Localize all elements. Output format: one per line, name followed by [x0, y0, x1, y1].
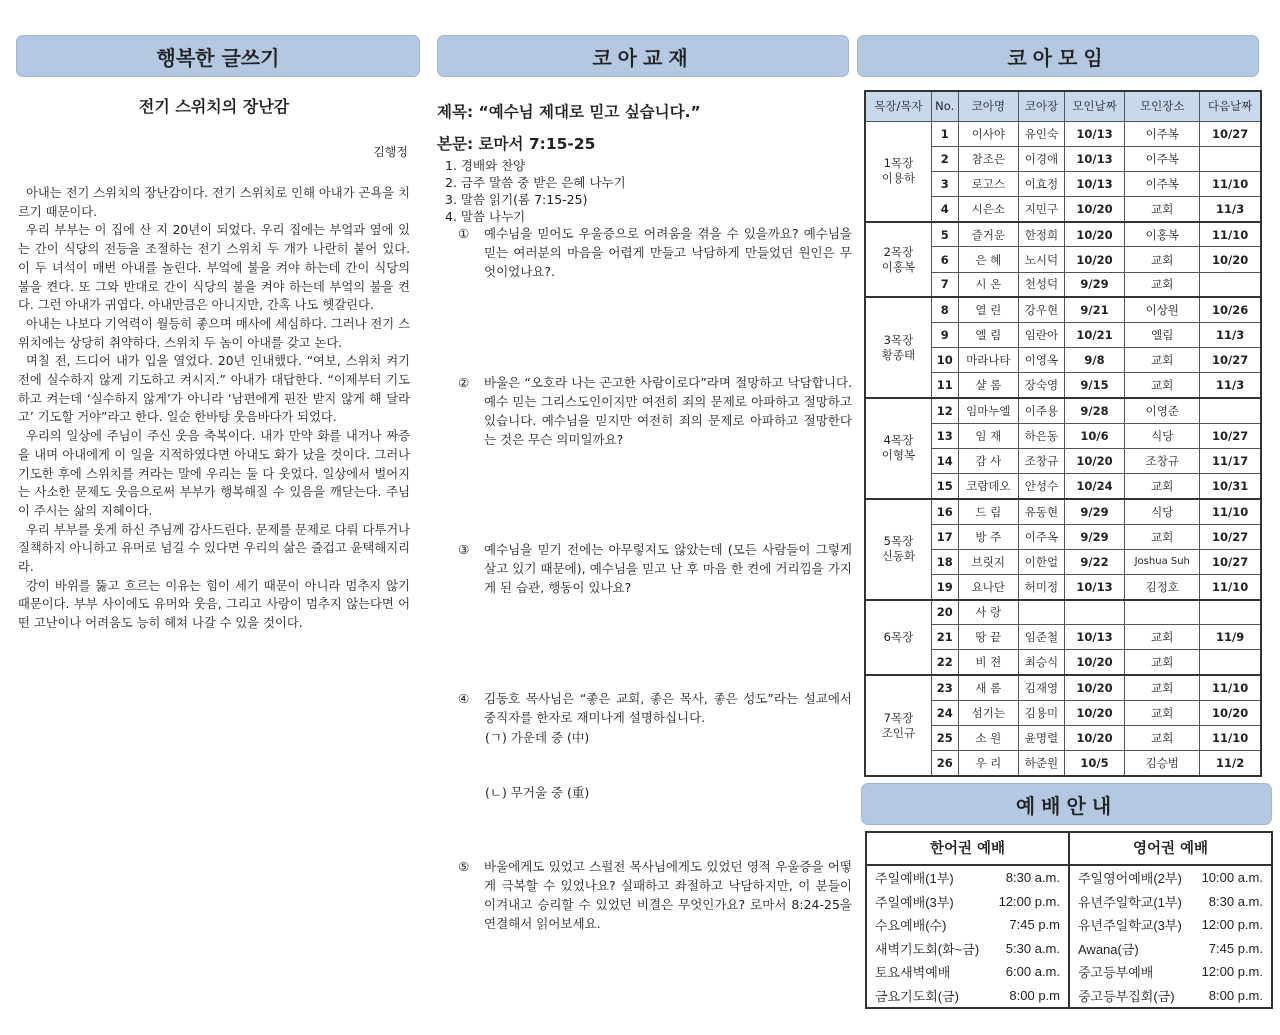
core-name: 임마누엘: [958, 398, 1019, 423]
row-number: 11: [931, 373, 958, 398]
meeting-date: 10/13: [1064, 625, 1125, 650]
next-date: 10/27: [1200, 549, 1261, 574]
service-name: 금요기도회(금): [875, 988, 960, 1004]
meeting-place: 이영준: [1125, 398, 1200, 423]
group-pastor: 신동화: [881, 549, 916, 564]
meeting-date: 9/29: [1064, 499, 1125, 524]
service-time: 8:00 p.m: [1009, 987, 1060, 1003]
lesson-step: 2. 금주 말씀 중 받은 은혜 나누기: [445, 175, 626, 190]
column-header: 코아장: [1019, 91, 1065, 121]
lesson-step: 4. 말씀 나누기: [445, 209, 526, 224]
core-name: 드 림: [958, 499, 1019, 524]
meeting-place: 이상원: [1125, 297, 1200, 322]
core-leader: 안성수: [1019, 474, 1065, 499]
question-text: 김동호 목사님은 “좋은 교회, 좋은 목사, 좋은 성도”라는 설교에서 중직자를 한자로 재미나게 설명하십니다.: [484, 691, 852, 725]
meeting-place: 교회: [1125, 524, 1200, 549]
core-leader: 김재영: [1019, 675, 1065, 700]
row-number: 8: [931, 297, 958, 322]
core-name: 마라나타: [958, 348, 1019, 373]
meeting-place: 교회: [1125, 650, 1200, 675]
hanja-sub-b: (ㄴ) 무거울 중 (重): [485, 785, 590, 800]
core-leader: 이경애: [1019, 146, 1065, 171]
row-number: 18: [931, 549, 958, 574]
core-leader: 장숙영: [1019, 373, 1065, 398]
service-name: 토요새벽예배: [875, 965, 951, 981]
table-row: [865, 675, 1261, 700]
lesson-title: 제목: “예수님 제대로 믿고 싶습니다.”: [437, 103, 701, 121]
question-number: ③: [458, 542, 470, 557]
table-row: [865, 600, 1261, 625]
essay-paragraph: 우리 부부를 웃게 하신 주님께 감사드린다. 문제를 문제로 다뤄 다투거나 질책하지 아니하고 유머로 넘길 수 있다면 우리의 삶은 즐겁고 윤택해지리라.: [18, 522, 410, 575]
meeting-date: 9/22: [1064, 549, 1125, 574]
core-name: 섬기는: [958, 700, 1019, 725]
lesson-steps: [437, 157, 852, 225]
meeting-date: 10/20: [1064, 650, 1125, 675]
meeting-place: 엘림: [1125, 323, 1200, 348]
group-name: 1목장: [883, 156, 914, 171]
group-name: 2목장: [883, 244, 914, 259]
core-name: 임 재: [958, 423, 1019, 448]
meeting-place: 교회: [1125, 247, 1200, 272]
core-name: 우 리: [958, 751, 1019, 776]
row-number: 15: [931, 474, 958, 499]
core-leader: 하은동: [1019, 423, 1065, 448]
service-row: [867, 890, 1068, 914]
essay-paragraph: 아내는 전기 스위치의 장난감이다. 전기 스위치로 인해 아내가 곤욕을 치르기 때문이다.: [18, 186, 410, 219]
core-leader: 임란아: [1019, 323, 1065, 348]
meeting-date: 10/20: [1064, 726, 1125, 751]
service-name: 주일영어예배(2부): [1078, 871, 1182, 887]
core-name: 시은소: [958, 197, 1019, 222]
next-date: [1200, 398, 1261, 423]
group-name: 4목장: [883, 433, 914, 448]
group-pastor: 이홍복: [881, 259, 916, 274]
service-row: [867, 866, 1068, 890]
next-date: 10/27: [1200, 423, 1261, 448]
core-leader: 이한얼: [1019, 549, 1065, 574]
meeting-date: [1064, 600, 1125, 625]
core-leader: 임준철: [1019, 625, 1065, 650]
question-number: ①: [458, 226, 470, 241]
meeting-place: 조창규: [1125, 448, 1200, 473]
question-1: [437, 224, 852, 281]
row-number: 12: [931, 398, 958, 423]
service-schedule: [865, 831, 1273, 1009]
service-name: 주일예배(3부): [875, 894, 954, 910]
meeting-date: 9/15: [1064, 373, 1125, 398]
meeting-place: 이주복: [1125, 121, 1200, 146]
table-row: [865, 499, 1261, 524]
row-number: 5: [931, 222, 958, 247]
meeting-date: 10/13: [1064, 121, 1125, 146]
row-number: 14: [931, 448, 958, 473]
next-date: 10/27: [1200, 524, 1261, 549]
meeting-place: 교회: [1125, 625, 1200, 650]
service-row: [1070, 913, 1271, 937]
groups-table: [864, 90, 1262, 777]
core-name: 로고스: [958, 171, 1019, 196]
service-time: 5:30 a.m.: [1005, 940, 1060, 956]
next-date: 11/10: [1200, 171, 1261, 196]
core-leader: 하준원: [1019, 751, 1065, 776]
column-header: 모인날짜: [1064, 91, 1125, 121]
service-time: 6:00 a.m.: [1005, 964, 1060, 980]
core-leader: 강우현: [1019, 297, 1065, 322]
meeting-date: 10/6: [1064, 423, 1125, 448]
service-time: 8:30 a.m.: [1208, 893, 1263, 909]
row-number: 17: [931, 524, 958, 549]
meeting-date: 10/20: [1064, 700, 1125, 725]
essay-section-banner: 행복한 글쓰기: [16, 35, 420, 77]
service-row: [1070, 960, 1271, 984]
next-date: 11/10: [1200, 675, 1261, 700]
core-leader: 윤명렬: [1019, 726, 1065, 751]
service-row: [867, 937, 1068, 961]
row-number: 3: [931, 171, 958, 196]
group-leader-cell: [865, 499, 931, 600]
next-date: 11/17: [1200, 448, 1261, 473]
core-leader: 유동현: [1019, 499, 1065, 524]
row-number: 19: [931, 574, 958, 599]
row-number: 20: [931, 600, 958, 625]
row-number: 6: [931, 247, 958, 272]
service-name: 중고등부집회(금): [1078, 988, 1175, 1004]
core-name: 새 롬: [958, 675, 1019, 700]
group-leader-cell: [865, 675, 931, 776]
question-4: [437, 689, 852, 727]
service-time: 12:00 p.m.: [998, 893, 1060, 909]
meeting-date: 10/21: [1064, 323, 1125, 348]
meeting-date: 10/13: [1064, 574, 1125, 599]
row-number: 10: [931, 348, 958, 373]
next-date: 10/20: [1200, 247, 1261, 272]
essay-paragraph: 우리의 일상에 주님이 주신 웃음 축복이다. 내가 만약 화를 내거나 짜증을 내며 아내에게 이 일을 지적하였다면 아내도 화가 났을 것이다. 그러나 기도한 후에 스위치를 켜라는 말에 우리는 둘 다 웃었다. 일상에서 벌어지는 사소한 문제도 웃음으로써 부부가 행복해질 수 있음을 깨닫는다. 주님이 주시는 삶의 지혜이다.: [18, 429, 410, 518]
table-row: [865, 398, 1261, 423]
meeting-date: 10/13: [1064, 146, 1125, 171]
core-name: 즐거운: [958, 222, 1019, 247]
services-section-banner: 예배안내: [861, 783, 1272, 825]
next-date: 11/10: [1200, 574, 1261, 599]
next-date: 11/10: [1200, 726, 1261, 751]
next-date: [1200, 272, 1261, 297]
lesson-header: [437, 100, 852, 225]
column-header: 코아명: [958, 91, 1019, 121]
service-time: 10:00 a.m.: [1201, 870, 1263, 886]
essay-column: [18, 92, 410, 633]
meeting-place: 교회: [1125, 348, 1200, 373]
service-time: 7:45 p.m.: [1208, 940, 1263, 956]
core-name: 땅 끝: [958, 625, 1019, 650]
core-leader: 조창규: [1019, 448, 1065, 473]
column-header: 모인장소: [1125, 91, 1200, 121]
core-name: 감 사: [958, 448, 1019, 473]
service-time: 12:00 p.m.: [1201, 964, 1263, 980]
next-date: [1200, 600, 1261, 625]
core-name: 은 혜: [958, 247, 1019, 272]
core-leader: 노시덕: [1019, 247, 1065, 272]
column-header: 목장/목자: [865, 91, 931, 121]
group-pastor: 이형복: [881, 448, 916, 463]
service-name: 중고등부예배: [1078, 965, 1154, 981]
core-leader: 지민구: [1019, 197, 1065, 222]
service-row: [867, 913, 1068, 937]
service-time: 7:45 p.m: [1009, 917, 1060, 933]
service-row: [1070, 937, 1271, 961]
lesson-section-banner: 코아교재: [437, 35, 849, 77]
english-services-title: 영어권 예배: [1070, 833, 1271, 866]
row-number: 21: [931, 625, 958, 650]
question-text: 예수님을 믿기 전에는 아무렇지도 않았는데 (모든 사람들이 그렇게 살고 있기 때문에), 예수님을 믿고 난 후 마음 한 켠에 거리낌을 가지게 된 습관, 행동이 있나요?: [484, 542, 852, 595]
group-leader-cell: [865, 121, 931, 222]
service-row: [1070, 890, 1271, 914]
question-number: ②: [458, 375, 470, 390]
core-name: 열 린: [958, 297, 1019, 322]
lesson-step: 3. 말씀 읽기(롬 7:15-25): [445, 192, 588, 207]
core-name: 샬 롬: [958, 373, 1019, 398]
core-leader: 한정희: [1019, 222, 1065, 247]
group-name: 3목장: [883, 332, 914, 347]
next-date: 10/27: [1200, 348, 1261, 373]
core-name: 방 주: [958, 524, 1019, 549]
service-row: [1070, 866, 1271, 890]
meeting-date: 10/13: [1064, 171, 1125, 196]
question-number: ⑤: [458, 859, 470, 874]
question-5: [437, 857, 852, 933]
meeting-place: Joshua Suh: [1125, 549, 1200, 574]
essay-author: 김행정: [373, 145, 408, 159]
meeting-date: 9/29: [1064, 272, 1125, 297]
question-3: [437, 540, 852, 597]
core-name: 이사야: [958, 121, 1019, 146]
core-name: 참조은: [958, 146, 1019, 171]
group-leader-cell: [865, 297, 931, 398]
service-name: 주일예배(1부): [875, 871, 954, 887]
group-leader-cell: [865, 222, 931, 298]
group-name: 5목장: [883, 534, 914, 549]
row-number: 23: [931, 675, 958, 700]
next-date: 10/31: [1200, 474, 1261, 499]
service-time: 12:00 p.m.: [1201, 917, 1263, 933]
essay-paragraph: 강이 바위를 뚫고 흐르는 이유는 힘이 세기 때문이 아니라 멈추지 않기 때문이다. 부부 사이에도 유머와 웃음, 그리고 사랑이 멈추지 않는다면 어떤 고난이나 어려움도 능히 헤쳐 나갈 수 있을 것이다.: [18, 578, 410, 631]
meeting-place: 교회: [1125, 197, 1200, 222]
column-header: No.: [931, 91, 958, 121]
meeting-date: 10/20: [1064, 675, 1125, 700]
meeting-date: 10/20: [1064, 247, 1125, 272]
group-pastor: 조인규: [881, 725, 916, 740]
question-text: 바울에게도 있었고 스펄전 목사님에게도 있었던 영적 우울증을 어떻게 극복할 수 있었나요? 실패하고 좌절하고 낙담하지만, 이 분들이 이겨내고 승리할 수 있었던 비결은 무엇인가요? 로마서 8:24-25을 연결해서 읽어보세요.: [484, 859, 852, 931]
row-number: 26: [931, 751, 958, 776]
service-name: 유년주일학교(1부): [1078, 894, 1182, 910]
service-name: 유년주일학교(3부): [1078, 918, 1182, 934]
question-text: 예수님을 믿어도 우울증으로 어려움을 겪을 수 있을까요? 예수님을 믿는 여러분의 마음을 어렵게 만들고 낙담하게 만들었던 원인은 무엇이었나요?.: [484, 226, 852, 279]
group-name: 6목장: [883, 629, 914, 644]
next-date: 11/9: [1200, 625, 1261, 650]
service-name: Awana(금): [1078, 941, 1139, 957]
groups-section-banner: 코아모임: [857, 35, 1259, 77]
groups-table-header: [865, 91, 1261, 121]
meeting-place: 이주복: [1125, 171, 1200, 196]
english-services: [1070, 833, 1271, 1007]
essay-paragraph: 아내는 나보다 기억력이 월등히 좋으며 매사에 세심하다. 그러나 전기 스위치에는 상당히 취약하다. 스위치 두 놈이 아내를 갖고 논다.: [18, 316, 410, 350]
next-date: 11/3: [1200, 323, 1261, 348]
meeting-place: 김정호: [1125, 574, 1200, 599]
question-number: ④: [458, 691, 470, 706]
core-leader: 이효정: [1019, 171, 1065, 196]
meeting-place: 교회: [1125, 474, 1200, 499]
core-leader: 최승식: [1019, 650, 1065, 675]
essay-body: [18, 184, 410, 633]
meeting-place: 교회: [1125, 272, 1200, 297]
column-header: 다음날짜: [1200, 91, 1261, 121]
group-pastor: 이용하: [881, 171, 916, 186]
next-date: 10/26: [1200, 297, 1261, 322]
meeting-place: 교회: [1125, 373, 1200, 398]
lesson-passage: 본문: 로마서 7:15-25: [437, 135, 596, 153]
core-leader: [1019, 600, 1065, 625]
service-name: 수요예배(수): [875, 918, 947, 934]
service-row: [867, 960, 1068, 984]
meeting-place: 교회: [1125, 675, 1200, 700]
core-name: 소 원: [958, 726, 1019, 751]
question-2: [437, 373, 852, 449]
service-row: [867, 984, 1068, 1008]
meeting-place: 교회: [1125, 726, 1200, 751]
meeting-place: 교회: [1125, 700, 1200, 725]
hanja-sub-a: (ㄱ) 가운데 중 (中): [485, 730, 590, 745]
core-leader: 천성덕: [1019, 272, 1065, 297]
row-number: 16: [931, 499, 958, 524]
core-name: 사 랑: [958, 600, 1019, 625]
essay-paragraph: 며칠 전, 드디어 내가 입을 열었다. 20년 인내했다. “여보, 스위치 켜기 전에 실수하지 않게 기도하고 켜시지.” 아내가 대답한다. “이제부터 기도하고 켜는데 ‘실수하지 않게’가 아니라 ‘남편에게 핀잔 받지 않게 해 달라고’ 기도할 거야”라고 한다. 일순 한바탕 웃음바다가 되었다.: [18, 354, 410, 425]
core-name: 엘 림: [958, 323, 1019, 348]
next-date: 11/10: [1200, 222, 1261, 247]
korean-services: [867, 833, 1070, 1007]
row-number: 2: [931, 146, 958, 171]
service-time: 8:30 a.m.: [1005, 870, 1060, 886]
core-leader: 허미정: [1019, 574, 1065, 599]
core-name: 코람데오: [958, 474, 1019, 499]
meeting-place: 식당: [1125, 423, 1200, 448]
group-leader-cell: [865, 600, 931, 676]
next-date: [1200, 146, 1261, 171]
meeting-date: 10/5: [1064, 751, 1125, 776]
meeting-date: 10/20: [1064, 222, 1125, 247]
next-date: 11/2: [1200, 751, 1261, 776]
meeting-place: 이홍복: [1125, 222, 1200, 247]
next-date: [1200, 650, 1261, 675]
service-row: [1070, 984, 1271, 1008]
group-pastor: 황종태: [881, 347, 916, 362]
essay-paragraph: 우리 부부는 이 집에 산 지 20년이 되었다. 우리 집에는 부엌과 옆에 있는 간이 식당의 전등을 조절하는 전기 스위치 두 개가 나란히 붙어 있다. 이 두 녀석이 매번 아내를 놀린다. 부엌에 불을 켜야 하는데 간이 식당의 불을 켠다. 또 그와 반대로 간이 식당의 불을 켜야 하는데 부엌의 불을 켠다. 그런 아내가 귀엽다. 아내만큼은 아니지만, 간혹 나도 헷갈린다.: [18, 223, 410, 313]
meeting-date: 9/29: [1064, 524, 1125, 549]
group-name: 7목장: [883, 710, 914, 725]
meeting-place: 이주복: [1125, 146, 1200, 171]
row-number: 7: [931, 272, 958, 297]
service-name: 새벽기도회(화~금): [875, 941, 980, 957]
meeting-date: 10/20: [1064, 448, 1125, 473]
core-name: 요나단: [958, 574, 1019, 599]
row-number: 9: [931, 323, 958, 348]
meeting-date: 10/20: [1064, 197, 1125, 222]
row-number: 24: [931, 700, 958, 725]
core-name: 브릿지: [958, 549, 1019, 574]
korean-services-title: 한어권 예배: [867, 833, 1068, 866]
table-row: [865, 121, 1261, 146]
meeting-date: 9/28: [1064, 398, 1125, 423]
meeting-place: 식당: [1125, 499, 1200, 524]
next-date: 10/27: [1200, 121, 1261, 146]
row-number: 13: [931, 423, 958, 448]
question-text: 바울은 “오호라 나는 곤고한 사람이로다”라며 절망하고 낙담합니다. 예수 믿는 그리스도인이지만 여전히 죄의 문제로 아파하고 절망하고 있습니다. 예수님을 믿지만 여전히 죄의 문제로 아파하고 절망한다는 것은 무슨 의미일까요?: [484, 375, 852, 447]
core-name: 시 온: [958, 272, 1019, 297]
lesson-step: 1. 경배와 찬양: [445, 158, 526, 173]
next-date: 11/10: [1200, 499, 1261, 524]
row-number: 25: [931, 726, 958, 751]
row-number: 1: [931, 121, 958, 146]
next-date: 11/3: [1200, 373, 1261, 398]
core-leader: 이주옥: [1019, 524, 1065, 549]
core-name: 비 젼: [958, 650, 1019, 675]
service-time: 8:00 p.m.: [1208, 987, 1263, 1003]
meeting-date: 9/21: [1064, 297, 1125, 322]
core-leader: 김용미: [1019, 700, 1065, 725]
table-row: [865, 297, 1261, 322]
meeting-date: 10/24: [1064, 474, 1125, 499]
meeting-date: 9/8: [1064, 348, 1125, 373]
row-number: 4: [931, 197, 958, 222]
core-leader: 이주용: [1019, 398, 1065, 423]
core-leader: 이영옥: [1019, 348, 1065, 373]
core-leader: 유인숙: [1019, 121, 1065, 146]
next-date: 11/3: [1200, 197, 1261, 222]
next-date: 10/20: [1200, 700, 1261, 725]
group-leader-cell: [865, 398, 931, 499]
meeting-place: [1125, 600, 1200, 625]
row-number: 22: [931, 650, 958, 675]
table-row: [865, 222, 1261, 247]
meeting-place: 김승범: [1125, 751, 1200, 776]
essay-title: 전기 스위치의 장난감: [138, 97, 290, 116]
